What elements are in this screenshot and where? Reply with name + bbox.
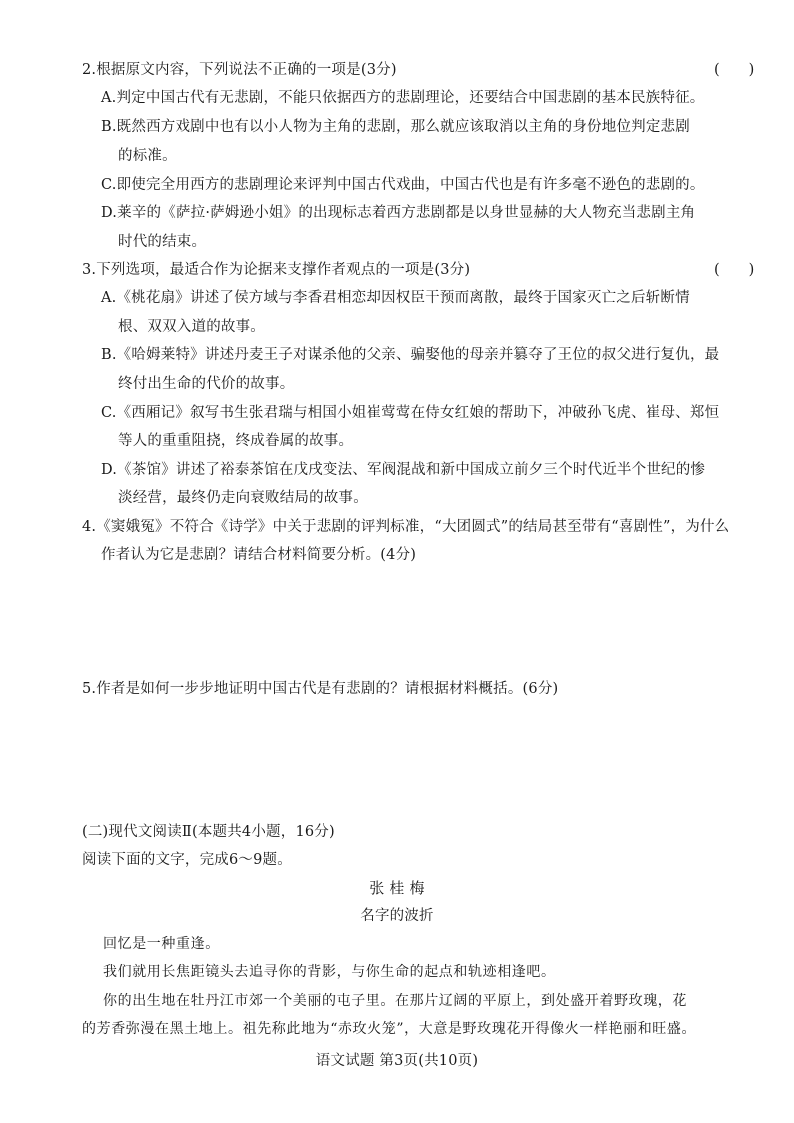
q3-option-a-line2: 根、双双入道的故事。 (118, 319, 265, 335)
q2-option-c: C.即使完全用西方的悲剧理论来评判中国古代戏曲，中国古代也是有许多毫不逊色的悲剧的。 (101, 177, 705, 193)
q3-answer-paren: ( ) (714, 262, 755, 278)
q2-option-a: A.判定中国古代有无悲剧，不能只依据西方的悲剧理论，还要结合中国悲剧的基本民族特征。 (101, 90, 705, 106)
q3-option-d-line2: 淡经营，最终仍走向衰败结局的故事。 (118, 490, 368, 506)
q2-stem: 2.根据原文内容，下列说法不正确的一项是(3分) (82, 62, 397, 78)
passage-paragraph-2: 我们就用长焦距镜头去追寻你的背影，与你生命的起点和轨迹相逢吧。 (103, 964, 556, 980)
q4-line1: 4.《窦娥冤》不符合《诗学》中关于悲剧的评判标准，“大团圆式”的结局甚至带有“喜剧性”，为什么 (82, 519, 730, 535)
passage-author: 张 桂 梅 (369, 879, 425, 897)
q2-option-d-line1: D.莱辛的《萨拉·萨姆逊小姐》的出现标志着西方悲剧都是以身世显赫的大人物充当悲剧主角 (101, 205, 696, 221)
q4-line2: 作者认为它是悲剧？请结合材料简要分析。(4分) (101, 547, 417, 563)
q5-line1: 5.作者是如何一步步地证明中国古代是有悲剧的？请根据材料概括。(6分) (82, 681, 559, 697)
q3-option-c-line2: 等人的重重阻挠，终成眷属的故事。 (118, 433, 354, 449)
passage-paragraph-3-line1: 你的出生地在牡丹江市郊一个美丽的屯子里。在那片辽阔的平原上，到处盛开着野玫瑰，花 (103, 993, 687, 1009)
passage-paragraph-1: 回忆是一种重逢。 (103, 936, 220, 952)
q3-option-b-line2: 终付出生命的代价的故事。 (118, 376, 295, 392)
q2-option-b-line2: 的标准。 (118, 148, 177, 164)
q2-option-d-line2: 时代的结束。 (118, 234, 207, 250)
q3-option-c-line1: C.《西厢记》叙写书生张君瑞与相国小姐崔莺莺在侍女红娘的帮助下，冲破孙飞虎、崔母、郑恒 (101, 405, 720, 421)
passage-paragraph-3-line2: 的芳香弥漫在黑土地上。祖先称此地为“赤玫火笼”，大意是野玫瑰花开得像火一样艳丽和旺盛。 (82, 1021, 697, 1037)
q3-option-b-line1: B.《哈姆莱特》讲述丹麦王子对谋杀他的父亲、骗娶他的母亲并篡夺了王位的叔父进行复仇，最 (101, 347, 720, 363)
q3-option-a-line1: A.《桃花扇》讲述了侯方域与李香君相恋却因权臣干预而离散，最终于国家灭亡之后斩断情 (101, 290, 690, 306)
q3-option-d-line1: D.《茶馆》讲述了裕泰茶馆在戊戌变法、军阀混战和新中国成立前夕三个时代近半个世纪的惨 (101, 462, 706, 478)
section2-heading: (二)现代文阅读Ⅱ(本题共4小题，16分) (82, 824, 335, 840)
q2-option-b-line1: B.既然西方戏剧中也有以小人物为主角的悲剧，那么就应该取消以主角的身份地位判定悲剧 (101, 119, 690, 135)
page-footer: 语文试题 第3页(共10页) (315, 1053, 479, 1069)
section2-instruction: 阅读下面的文字，完成6～9题。 (82, 852, 292, 868)
passage-title: 名字的波折 (360, 908, 434, 924)
q2-answer-paren: ( ) (714, 62, 755, 78)
q3-stem: 3.下列选项，最适合作为论据来支撑作者观点的一项是(3分) (82, 262, 471, 278)
